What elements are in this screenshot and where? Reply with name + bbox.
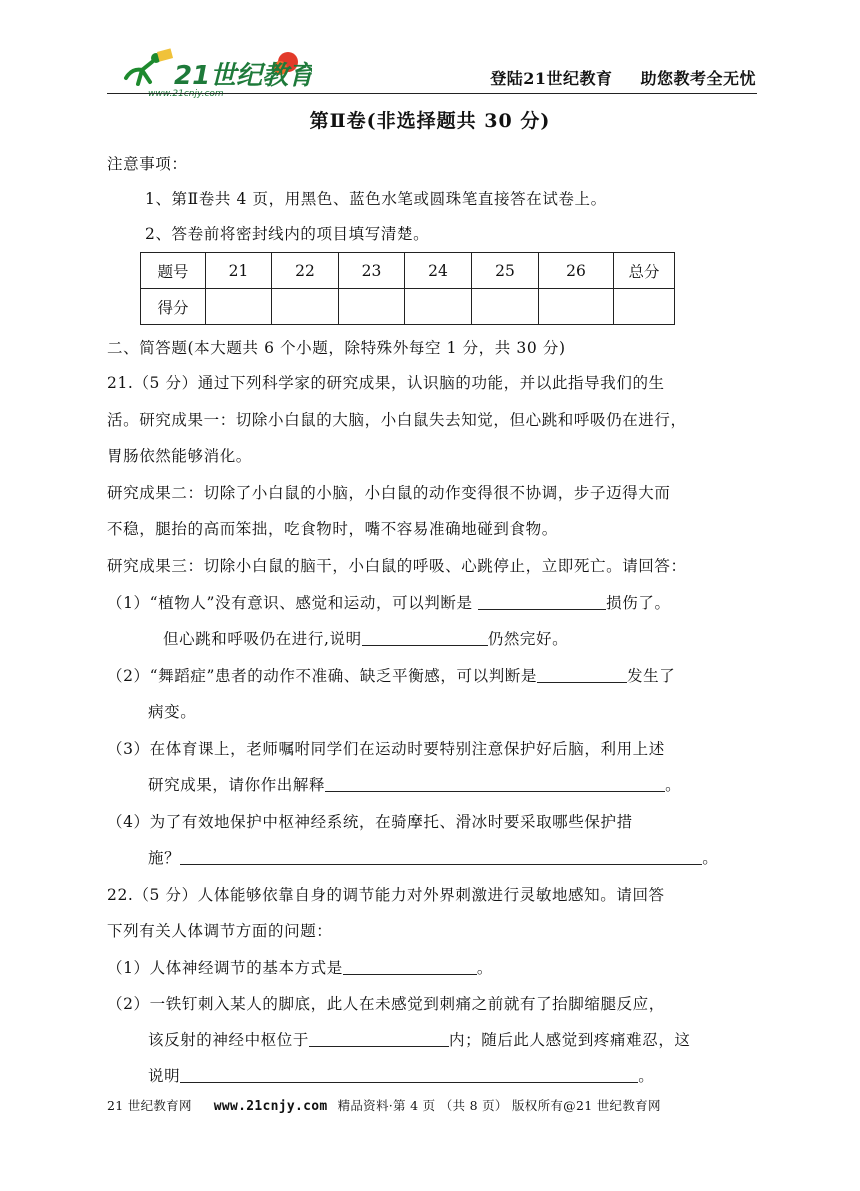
score-input-cell[interactable] bbox=[272, 289, 339, 325]
table-cell: 23 bbox=[339, 253, 405, 289]
table-row bbox=[141, 289, 675, 325]
q21-line-6: 研究成果三：切除小白鼠的脑干，小白鼠的呼吸、心跳停止，立即死亡。请回答： bbox=[107, 557, 687, 575]
q21-line-5: 不稳，腿抬的高而笨拙，吃食物时，嘴不容易准确地碰到食物。 bbox=[107, 520, 558, 538]
score-input-cell[interactable] bbox=[206, 289, 272, 325]
score-input-cell[interactable] bbox=[614, 289, 675, 325]
slogan-left: 登陆21世纪教育 bbox=[490, 69, 613, 88]
answer-blank[interactable] bbox=[537, 666, 627, 683]
score-input-cell[interactable] bbox=[539, 289, 614, 325]
answer-blank[interactable] bbox=[478, 593, 606, 610]
answer-blank[interactable] bbox=[343, 958, 477, 975]
table-cell: 总分 bbox=[614, 253, 675, 289]
page-title: 第Ⅱ卷(非选择题共 30 分) bbox=[309, 110, 551, 132]
answer-blank[interactable] bbox=[325, 775, 665, 792]
page-footer bbox=[107, 1096, 661, 1114]
q21-sub-2: （2）“舞蹈症”患者的动作不准确、缺乏平衡感，可以判断是 发生了 bbox=[107, 667, 676, 685]
q21-line-2: 活。研究成果一：切除小白鼠的大脑，小白鼠失去知觉，但心跳和呼吸仍在进行， bbox=[107, 411, 687, 429]
logo-wordmark: 21世纪教育 bbox=[174, 61, 312, 91]
q22-sub-1: （1）人体神经调节的基本方式是 。 bbox=[107, 959, 493, 977]
slogan-right: 助您教考全无忧 bbox=[640, 69, 756, 88]
answer-blank[interactable] bbox=[362, 629, 488, 646]
table-cell: 题号 bbox=[141, 253, 206, 289]
q22-line-1: 22.（5 分）人体能够依靠自身的调节能力对外界刺激进行灵敏地感知。请回答 bbox=[107, 886, 665, 904]
score-input-cell[interactable] bbox=[405, 289, 472, 325]
score-input-cell[interactable] bbox=[339, 289, 405, 325]
score-table bbox=[140, 252, 675, 325]
answer-blank[interactable] bbox=[180, 848, 702, 865]
q21-sub-1: （1）“植物人”没有意识、感觉和运动，可以判断是 损伤了。 bbox=[107, 594, 671, 612]
q22-sub-2-cont: 该反射的神经中枢位于 内；随后此人感觉到疼痛难忍，这 bbox=[148, 1031, 691, 1049]
table-row bbox=[141, 253, 675, 289]
score-input-cell[interactable] bbox=[472, 289, 539, 325]
q22-sub-2: （2）一铁钉刺入某人的脚底，此人在未感觉到刺痛之前就有了抬脚缩腿反应， bbox=[107, 995, 665, 1013]
q21-sub-1-cont: 但心跳和呼吸仍在进行,说明 仍然完好。 bbox=[163, 630, 569, 648]
section-heading: 二、简答题(本大题共 6 个小题，除特殊外每空 1 分，共 30 分) bbox=[107, 339, 566, 357]
header-slogan bbox=[490, 66, 756, 89]
footer-info: 精品资料·第 4 页 （共 8 页） 版权所有@21 世纪教育网 bbox=[337, 1098, 661, 1113]
footer-site: 21 世纪教育网 bbox=[107, 1098, 192, 1113]
table-cell: 26 bbox=[539, 253, 614, 289]
answer-blank[interactable] bbox=[309, 1030, 449, 1047]
table-cell: 22 bbox=[272, 253, 339, 289]
runner-logo-icon bbox=[112, 44, 312, 98]
table-cell: 25 bbox=[472, 253, 539, 289]
q22-sub-2-end: 说明 。 bbox=[148, 1067, 655, 1085]
q21-line-4: 研究成果二：切除了小白鼠的小脑，小白鼠的动作变得很不协调，步子迈得大而 bbox=[107, 484, 671, 502]
brand-logo bbox=[112, 44, 312, 98]
q21-line-3: 胃肠依然能够消化。 bbox=[107, 447, 252, 465]
header-divider bbox=[107, 93, 757, 94]
notes-item-1: 1、第Ⅱ卷共 4 页，用黑色、蓝色水笔或圆珠笔直接答在试卷上。 bbox=[145, 190, 607, 208]
logo-url: www.21cnjy.com bbox=[148, 89, 224, 98]
table-cell: 21 bbox=[206, 253, 272, 289]
q21-sub-2-cont: 病变。 bbox=[148, 703, 197, 721]
q21-sub-4: （4）为了有效地保护中枢神经系统，在骑摩托、滑冰时要采取哪些保护措 bbox=[107, 813, 633, 831]
table-cell: 得分 bbox=[141, 289, 206, 325]
q21-sub-3: （3）在体育课上，老师嘱咐同学们在运动时要特别注意保护好后脑，利用上述 bbox=[107, 740, 665, 758]
footer-url: www.21cnjy.com bbox=[213, 1099, 328, 1114]
q21-line-1: 21.（5 分）通过下列科学家的研究成果，认识脑的功能，并以此指导我们的生 bbox=[107, 374, 665, 392]
notes-item-2: 2、答卷前将密封线内的项目填写清楚。 bbox=[145, 225, 430, 243]
q21-sub-3-cont: 研究成果，请你作出解释 。 bbox=[148, 776, 682, 794]
answer-blank[interactable] bbox=[180, 1066, 638, 1083]
notes-heading: 注意事项： bbox=[107, 155, 188, 173]
table-cell: 24 bbox=[405, 253, 472, 289]
q21-sub-4-cont: 施？ 。 bbox=[148, 849, 719, 867]
q22-line-2: 下列有关人体调节方面的问题： bbox=[107, 922, 333, 940]
